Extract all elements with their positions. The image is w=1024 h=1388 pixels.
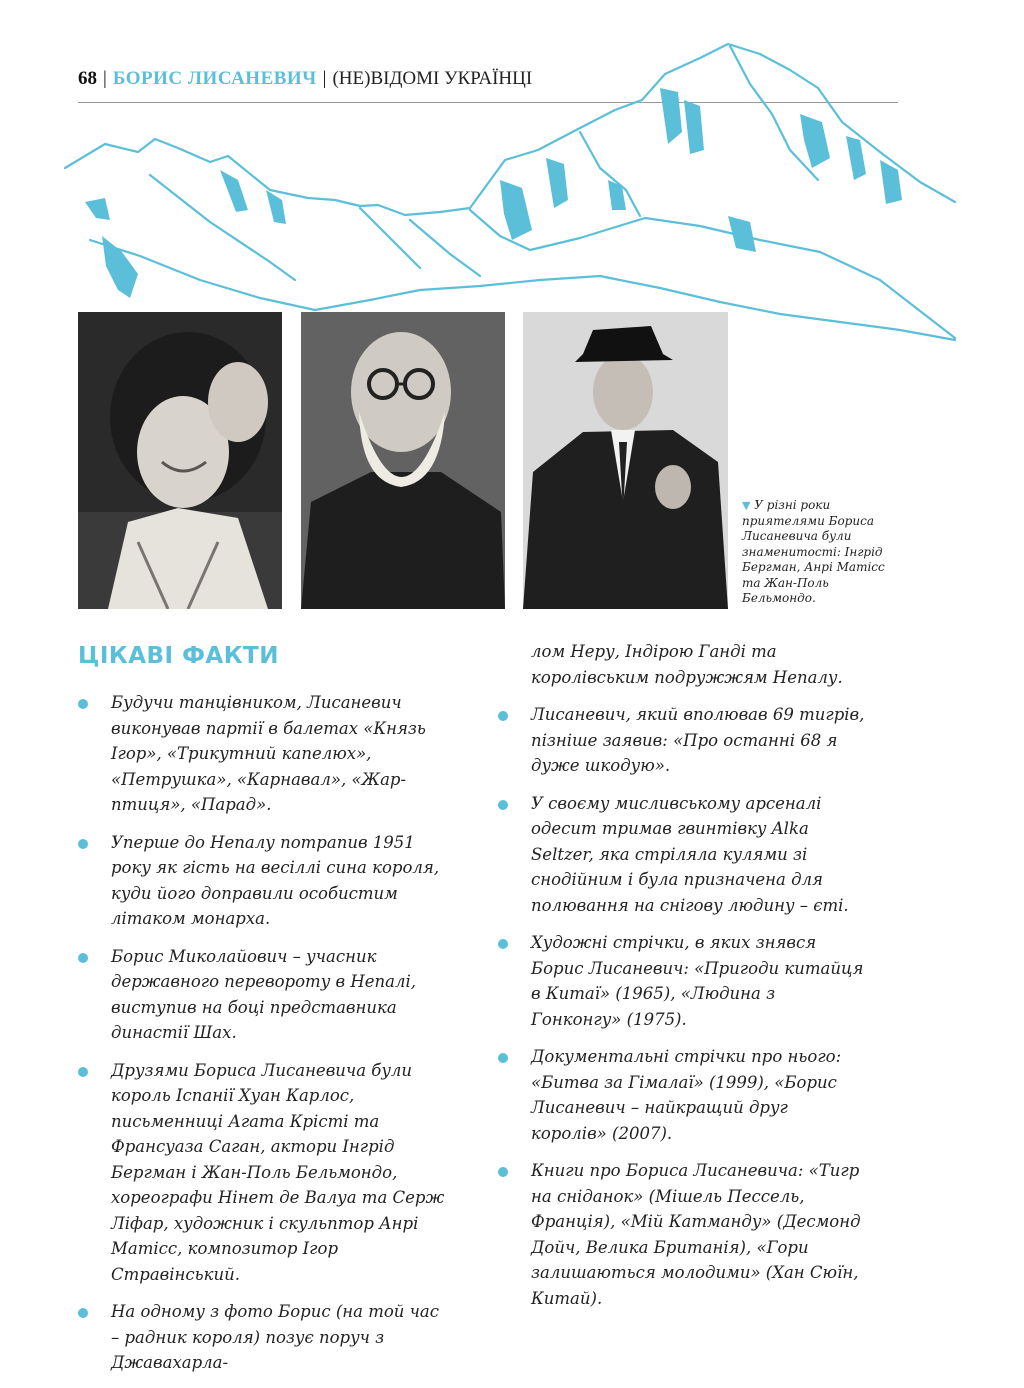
fact-item: Друзями Бориса Лисаневича були король Іспанії Хуан Карлос, письменниці Агата Крісті та Франсуаза Саган, актори Інгрід Бергман і Жан-Поль Бельмондо, хореографи Нінет де Валуа та Серж Ліфар, художник і скульптор Анрі Матісс, композитор Ігор Стравінський. xyxy=(78,1058,448,1288)
facts-column-right xyxy=(498,639,868,1323)
photo-henri-matisse xyxy=(301,312,505,609)
bullet-icon xyxy=(78,1308,88,1318)
fact-item: На одному з фото Борис (на той час – радник короля) позує поруч з Джавахарла- xyxy=(78,1299,448,1376)
fact-item: Книги про Бориса Лисаневича: «Тигр на сніданок» (Мішель Пессель, Франція), «Мій Катманду» (Десмонд Дойч, Велика Британія), «Гори залишаються молодими» (Хан Сюїн, Китай). xyxy=(498,1158,868,1311)
header-separator-2: | xyxy=(322,68,327,89)
bullet-icon xyxy=(498,939,508,949)
bullet-icon xyxy=(78,839,88,849)
bullet-icon xyxy=(498,800,508,810)
bullet-icon xyxy=(78,1067,88,1077)
header-series: (НЕ)ВІДОМІ УКРАЇНЦІ xyxy=(332,68,533,89)
bullet-icon xyxy=(498,711,508,721)
photo-caption xyxy=(742,498,892,607)
fact-item: Будучи танцівником, Лисаневич виконував партії в балетах «Князь Ігор», «Трикутний капелюх», «Петрушка», «Карнавал», «Жар-птиця», «Парад». xyxy=(78,690,448,818)
fact-item: Борис Миколайович – учасник державного перевороту в Непалі, виступив на боці представника династії Шах. xyxy=(78,944,448,1046)
fact-item: Лисаневич, який вполював 69 тигрів, пізніше заявив: «Про останні 68 я дуже шкодую». xyxy=(498,702,868,779)
photo-jean-paul-belmondo xyxy=(523,312,728,609)
bullet-icon xyxy=(498,1053,508,1063)
mountain-illustration xyxy=(60,40,960,350)
bullet-icon xyxy=(78,699,88,709)
fact-item: Уперше до Непалу потрапив 1951 року як гість на весіллі сина короля, куди його доправили особистим літаком монарха. xyxy=(78,830,448,932)
caption-marker-icon: ▼ xyxy=(742,499,751,512)
facts-column-left xyxy=(78,690,448,1388)
photo-ingrid-bergman xyxy=(78,312,282,609)
header-author: БОРИС ЛИСАНЕВИЧ xyxy=(112,68,317,89)
fact-item: У своєму мисливському арсеналі одесит тримав гвинтівку Alka Seltzer, яка стріляла кулями зі снодійним і була призначена для полювання на снігову людину – єті. xyxy=(498,791,868,919)
page-number: 68 xyxy=(78,68,97,89)
bullet-icon xyxy=(78,953,88,963)
fact-item: Документальні стрічки про нього: «Битва за Гімалаї» (1999), «Борис Лисаневич – найкращий друг королів» (2007). xyxy=(498,1044,868,1146)
fact-continuation: лом Неру, Індірою Ганді та королівським подружжям Непалу. xyxy=(531,642,843,687)
fact-item: Художні стрічки, в яких знявся Борис Лисаневич: «Пригоди китайця в Китаї» (1965), «Людина з Гонконгу» (1975). xyxy=(498,930,868,1032)
header-separator: | xyxy=(103,68,107,89)
caption-text: У різні роки приятелями Бориса Лисаневича були знаменитості: Інгрід Бергман, Анрі Матісс та Жан-Поль Бельмондо. xyxy=(742,498,885,605)
facts-title: ЦІКАВІ ФАКТИ xyxy=(78,643,279,669)
bullet-icon xyxy=(498,1167,508,1177)
